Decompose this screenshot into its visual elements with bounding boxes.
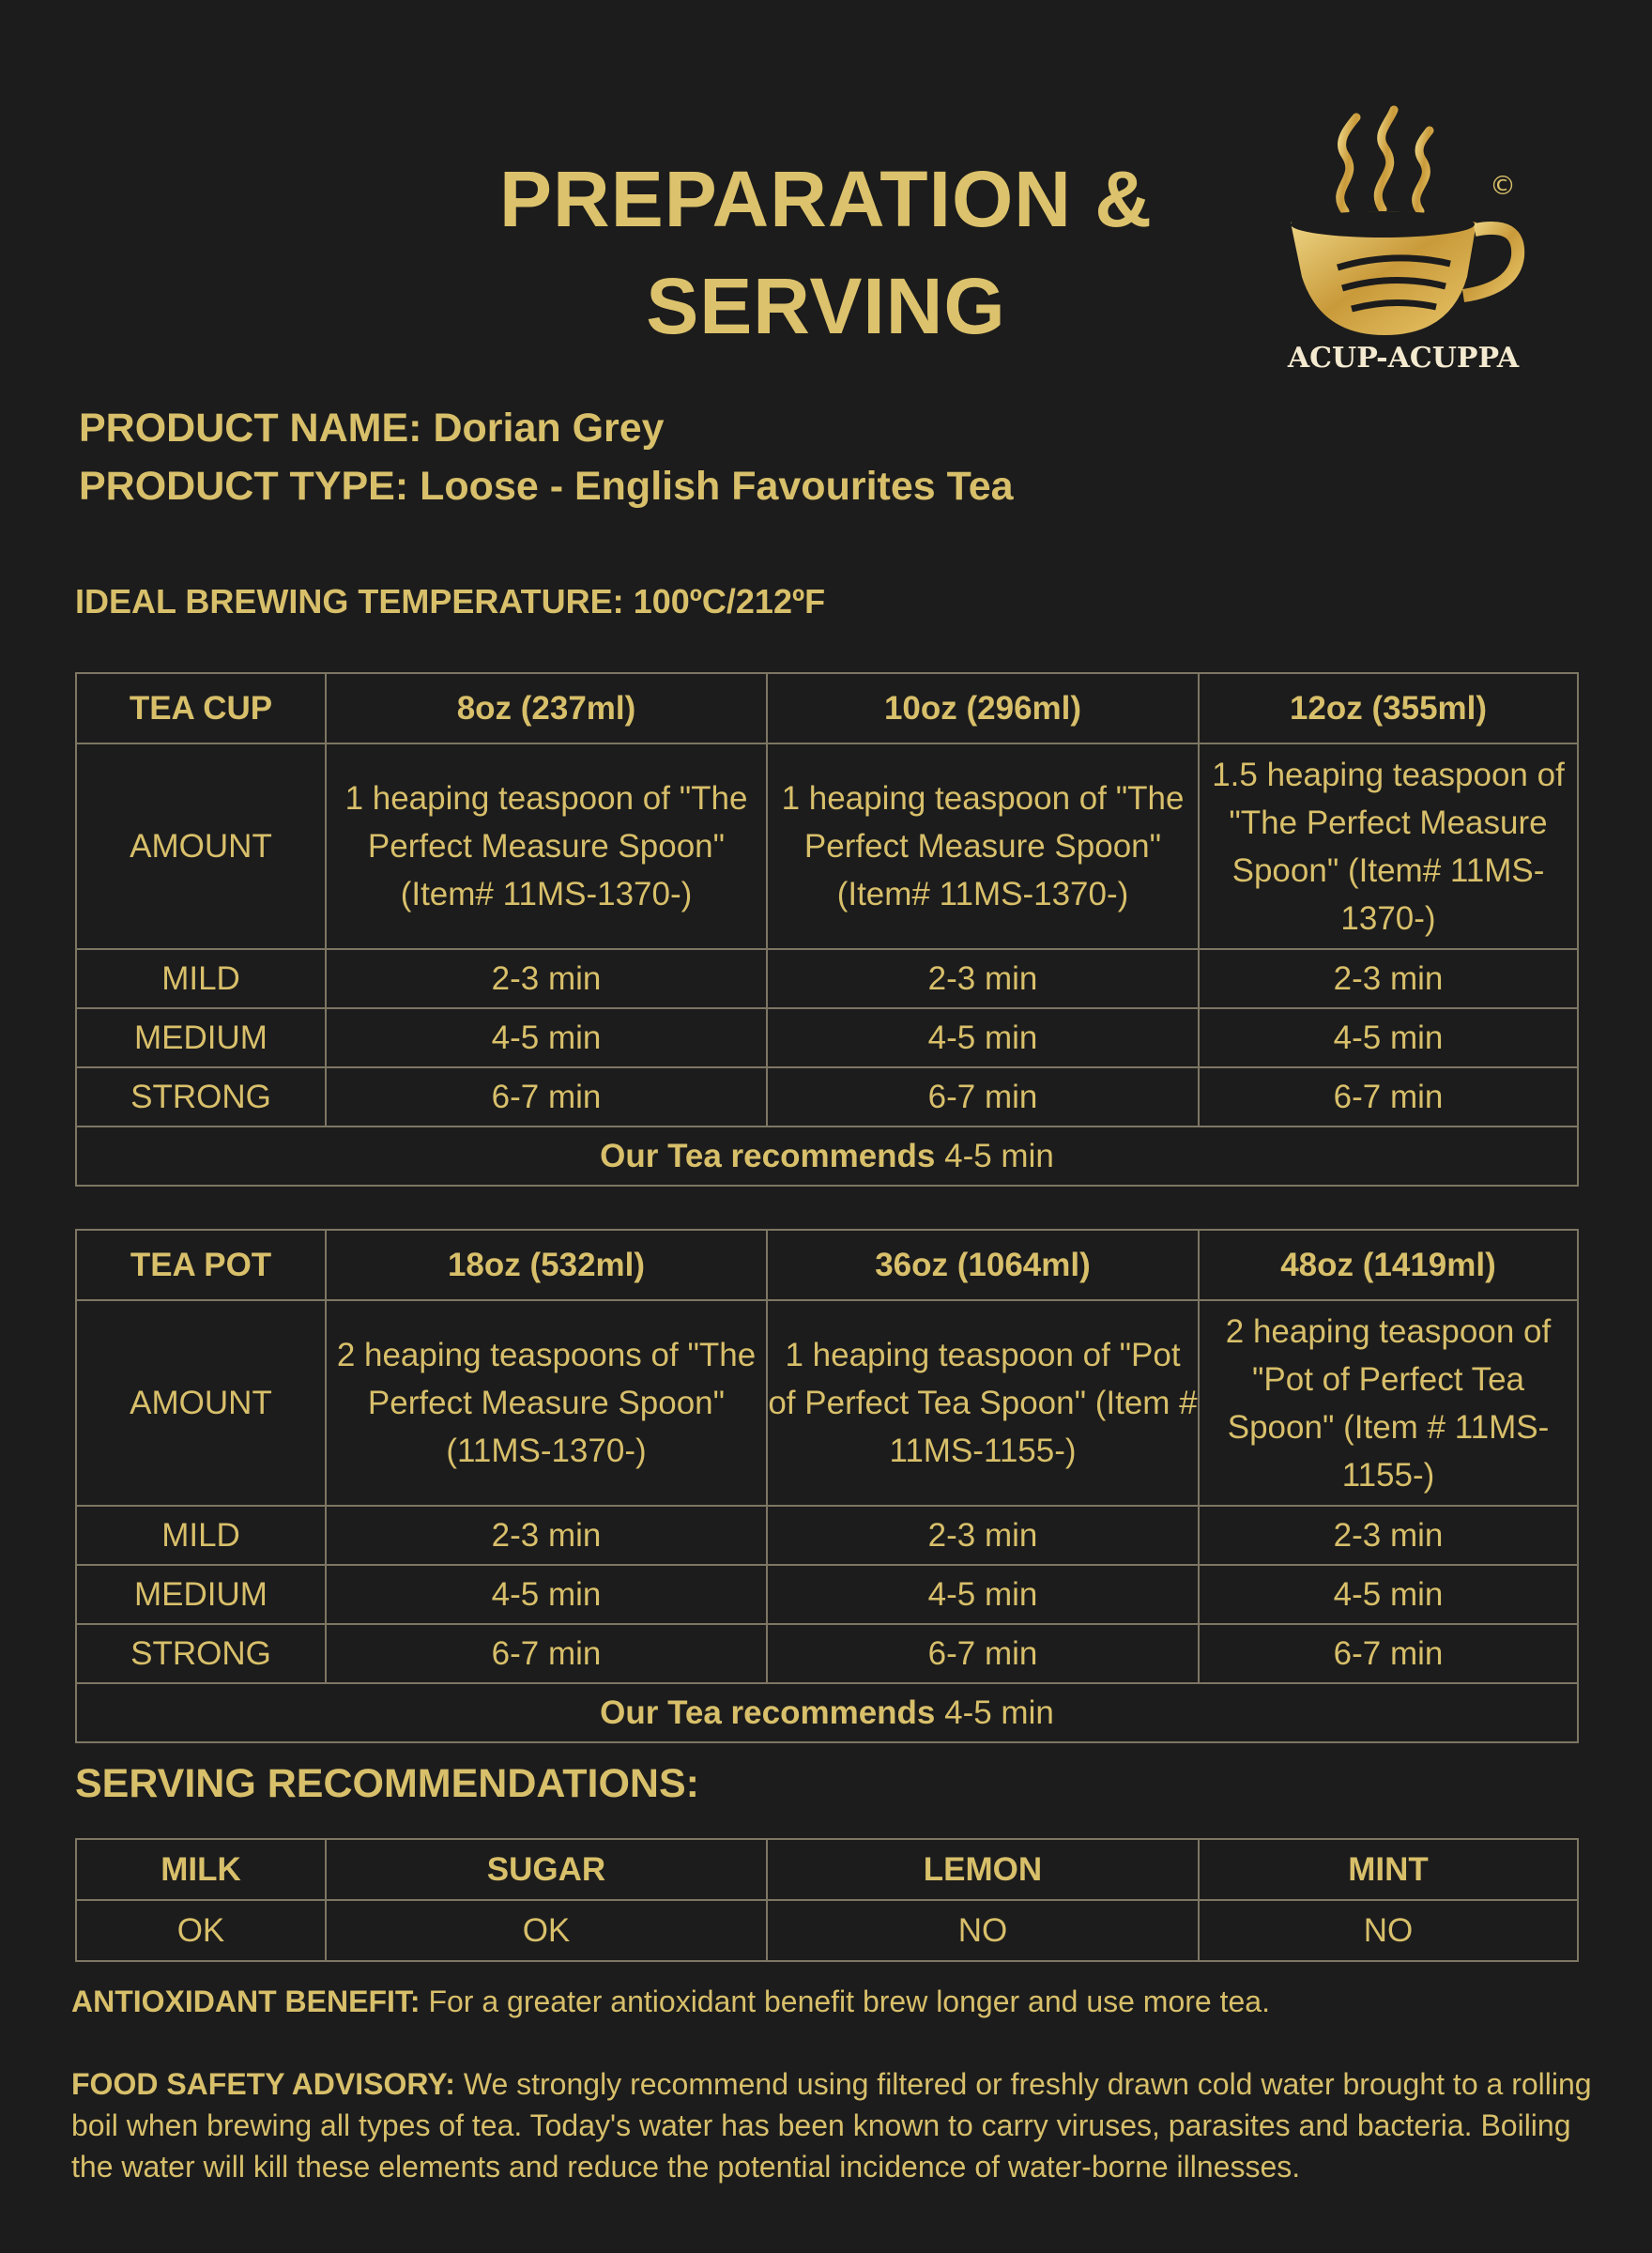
table-row	[76, 1067, 1578, 1126]
recommendation-label: Our Tea recommends	[600, 1138, 936, 1174]
table-cell: 6-7 min	[326, 1067, 767, 1126]
table-cell: 2-3 min	[326, 949, 767, 1008]
table-row	[76, 1624, 1578, 1683]
size-header: 8oz (237ml)	[326, 673, 767, 743]
tea-cup-table	[75, 672, 1579, 1187]
table-cell: 2-3 min	[1199, 1506, 1578, 1565]
product-name-value: Dorian Grey	[433, 406, 665, 451]
recommendation-cell	[76, 1126, 1578, 1186]
table-cell: 6-7 min	[1199, 1067, 1578, 1126]
table-cell: 2-3 min	[767, 1506, 1199, 1565]
food-safety-advisory	[71, 2063, 1592, 2187]
table-row	[76, 743, 1578, 949]
food-safety-label: FOOD SAFETY ADVISORY:	[71, 2067, 455, 2101]
size-header: 48oz (1419ml)	[1199, 1230, 1578, 1300]
product-name-label: PRODUCT NAME:	[79, 406, 422, 451]
logo-copyright-mark: ©	[1490, 170, 1516, 201]
size-header: 10oz (296ml)	[767, 673, 1199, 743]
recommendation-row	[76, 1683, 1578, 1742]
size-header: 36oz (1064ml)	[767, 1230, 1199, 1300]
row-label: STRONG	[76, 1624, 326, 1683]
row-label: MILD	[76, 1506, 326, 1565]
table-cell: 2-3 min	[767, 949, 1199, 1008]
product-type	[79, 464, 1014, 510]
brewing-temperature-label: IDEAL BREWING TEMPERATURE:	[75, 582, 624, 621]
serving-value: NO	[1199, 1900, 1578, 1961]
table-cell: 6-7 min	[767, 1067, 1199, 1126]
brewing-temperature	[75, 582, 825, 621]
page-title-line1: PREPARATION &	[499, 155, 1153, 243]
table-cell: 2-3 min	[1199, 949, 1578, 1008]
recommendation-cell	[76, 1683, 1578, 1742]
row-label: STRONG	[76, 1067, 326, 1126]
logo-wordmark: ACUP-ACUPPA	[1287, 342, 1520, 371]
tea-pot-header: TEA POT	[76, 1230, 326, 1300]
table-row	[76, 1008, 1578, 1067]
table-cell: 1.5 heaping teaspoon of "The Perfect Measure Spoon" (Item# 11MS-1370-)	[1199, 743, 1578, 949]
recommendation-label: Our Tea recommends	[600, 1694, 936, 1731]
table-cell: 2-3 min	[326, 1506, 767, 1565]
table-cell: 4-5 min	[326, 1008, 767, 1067]
table-cell: 2 heaping teaspoon of "Pot of Perfect Tea Spoon" (Item # 11MS-1155-)	[1199, 1300, 1578, 1506]
row-label: MEDIUM	[76, 1565, 326, 1624]
cup-icon	[1291, 211, 1518, 335]
tea-pot-table	[75, 1229, 1579, 1743]
row-label: AMOUNT	[76, 1300, 326, 1506]
recommendation-value: 4-5 min	[944, 1694, 1054, 1731]
row-label: MEDIUM	[76, 1008, 326, 1067]
table-cell: 2 heaping teaspoons of "The Perfect Measure Spoon" (11MS-1370-)	[326, 1300, 767, 1506]
row-label: MILD	[76, 949, 326, 1008]
table-header-row	[76, 1839, 1578, 1900]
table-cell: 6-7 min	[1199, 1624, 1578, 1683]
table-row	[76, 949, 1578, 1008]
steaming-teacup-logo	[1262, 89, 1544, 371]
size-header: 18oz (532ml)	[326, 1230, 767, 1300]
serving-header: MINT	[1199, 1839, 1578, 1900]
table-cell: 1 heaping teaspoon of "The Perfect Measure Spoon" (Item# 11MS-1370-)	[326, 743, 767, 949]
serving-value: OK	[326, 1900, 767, 1961]
product-type-label: PRODUCT TYPE:	[79, 464, 409, 509]
food-safety-text: We strongly recommend using filtered or freshly drawn cold water brought to a rolling boil when brewing all types of tea. Today's water has been known to carry viruses, parasites and bacteria. Boiling the water will kill these elements and reduce the potential incidence of water-borne illnesses.	[71, 2067, 1592, 2184]
antioxidant-benefit	[71, 1981, 1592, 2022]
brewing-temperature-value: 100ºC/212ºF	[633, 582, 826, 621]
serving-value: OK	[76, 1900, 326, 1961]
table-row	[76, 1565, 1578, 1624]
table-cell: 4-5 min	[767, 1565, 1199, 1624]
table-cell: 1 heaping teaspoon of "Pot of Perfect Tea Spoon" (Item # 11MS-1155-)	[767, 1300, 1199, 1506]
serving-header: MILK	[76, 1839, 326, 1900]
product-name	[79, 406, 665, 452]
serving-header: LEMON	[767, 1839, 1199, 1900]
table-cell: 1 heaping teaspoon of "The Perfect Measure Spoon" (Item# 11MS-1370-)	[767, 743, 1199, 949]
antioxidant-label: ANTIOXIDANT BENEFIT:	[71, 1985, 421, 2018]
steam-icon	[1340, 110, 1430, 211]
table-header-row	[76, 673, 1578, 743]
serving-value: NO	[767, 1900, 1199, 1961]
recommendation-row	[76, 1126, 1578, 1186]
size-header: 12oz (355ml)	[1199, 673, 1578, 743]
table-row	[76, 1900, 1578, 1961]
table-cell: 4-5 min	[326, 1565, 767, 1624]
serving-recommendations-title: SERVING RECOMMENDATIONS:	[75, 1761, 699, 1806]
serving-table	[75, 1838, 1579, 1962]
antioxidant-text: For a greater antioxidant benefit brew longer and use more tea.	[428, 1985, 1270, 2018]
page-title	[310, 146, 1342, 360]
serving-header: SUGAR	[326, 1839, 767, 1900]
table-cell: 4-5 min	[1199, 1008, 1578, 1067]
recommendation-value: 4-5 min	[944, 1138, 1054, 1174]
table-row	[76, 1300, 1578, 1506]
table-cell: 6-7 min	[767, 1624, 1199, 1683]
tea-cup-header: TEA CUP	[76, 673, 326, 743]
table-header-row	[76, 1230, 1578, 1300]
table-cell: 4-5 min	[1199, 1565, 1578, 1624]
table-row	[76, 1506, 1578, 1565]
table-cell: 4-5 min	[767, 1008, 1199, 1067]
product-type-value: Loose - English Favourites Tea	[420, 464, 1014, 509]
page-title-line2: SERVING	[646, 262, 1006, 350]
row-label: AMOUNT	[76, 743, 326, 949]
table-cell: 6-7 min	[326, 1624, 767, 1683]
